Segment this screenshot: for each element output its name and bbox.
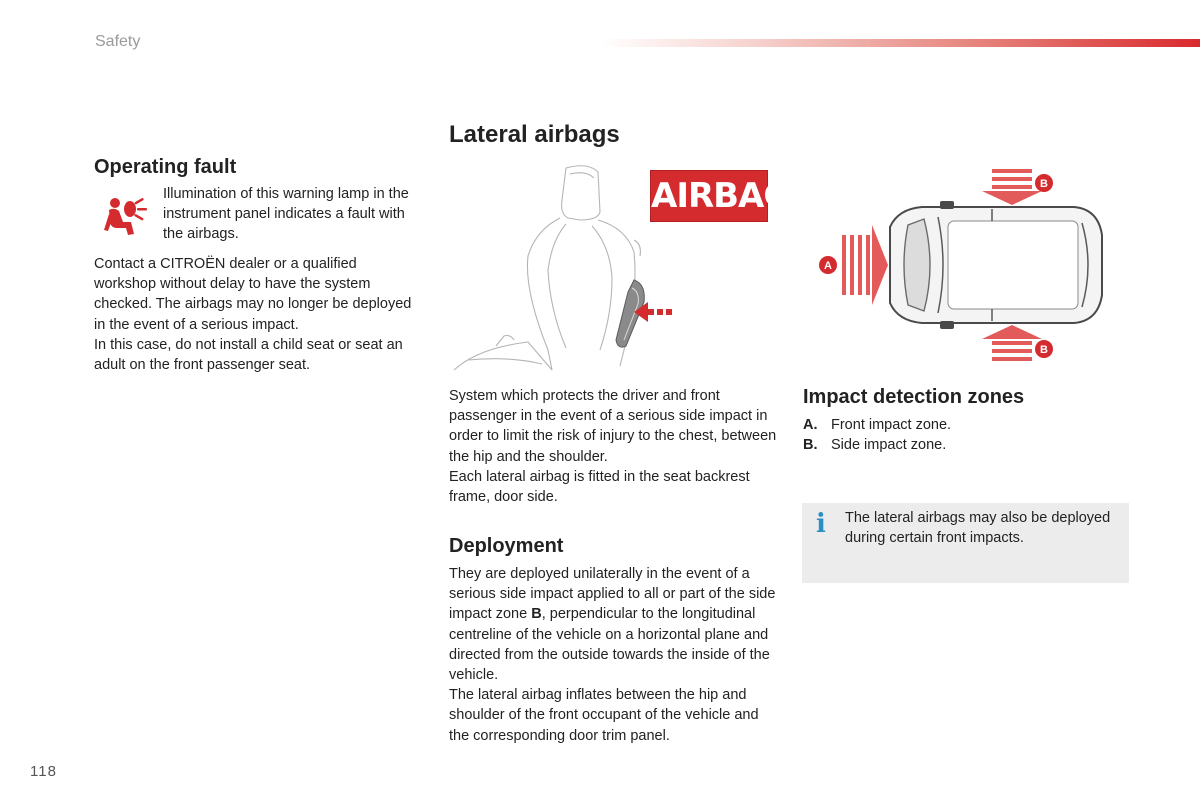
zone-b-reference: B (531, 606, 542, 623)
marker-b-top: B (1040, 178, 1048, 190)
zone-label: Side impact zone. (831, 437, 947, 454)
page-number: 118 (30, 763, 57, 780)
deployment-paragraph-2: The lateral airbag inflates between the hip and shoulder of the front occupant of the vehicle and the corresponding door trim panel. (449, 687, 759, 744)
section-title: Safety (95, 33, 141, 50)
marker-a: A (824, 260, 832, 272)
impact-zones-car-diagram (812, 165, 1112, 365)
impact-zones-heading: Impact detection zones (803, 386, 1025, 408)
info-note-text: The lateral airbags may also be deployed during certain front impacts. (845, 510, 1111, 547)
deployment-description (449, 564, 779, 746)
fault-paragraph-1: Contact a CITROËN dealer or a qualified workshop without delay to have the system checked. The airbags may no longer be deployed in the event of a serious impact. (94, 256, 412, 333)
lateral-airbags-heading: Lateral airbags (449, 121, 620, 148)
deployment-heading: Deployment (449, 535, 564, 557)
system-paragraph-2: Each lateral airbag is fitted in the seat backrest frame, door side. (449, 468, 750, 506)
zone-key: A. (803, 417, 818, 433)
marker-b-bottom: B (1040, 344, 1048, 356)
system-paragraph-1: System which protects the driver and front passenger in the event of a serious side impact in order to limit the risk of injury to the chest, between the hip and the shoulder. (449, 388, 777, 465)
operating-fault-heading: Operating fault (94, 156, 237, 178)
deployment-text-before: They are deployed unilaterally in the event of a serious side impact applied to all or part of the side impact zone (449, 566, 776, 623)
zone-item-b (803, 435, 1103, 455)
airbag-label-badge: AIRBAG (650, 170, 768, 222)
impact-zones-list (803, 415, 1103, 455)
warning-lamp-paragraph: Illumination of this warning lamp in the instrument panel indicates a fault with the airbags. (163, 186, 409, 243)
zone-item-a (803, 415, 1103, 435)
airbag-warning-icon (100, 194, 148, 238)
warning-lamp-text (163, 184, 423, 245)
deployment-text-after: , perpendicular to the longitudinal centreline of the vehicle on a horizontal plane and directed from the outside towards the inside of the vehicle. (449, 606, 770, 684)
info-note-box (802, 503, 1129, 583)
system-description (449, 386, 779, 507)
fault-instructions (94, 254, 414, 375)
fault-paragraph-2: In this case, do not install a child seat or seat an adult on the front passenger seat. (94, 336, 403, 374)
zone-label: Front impact zone. (831, 417, 952, 433)
info-icon: i (816, 509, 826, 539)
header-accent-bar (600, 39, 1200, 47)
zone-key: B. (803, 437, 818, 454)
deployment-paragraph-1 (449, 564, 779, 685)
